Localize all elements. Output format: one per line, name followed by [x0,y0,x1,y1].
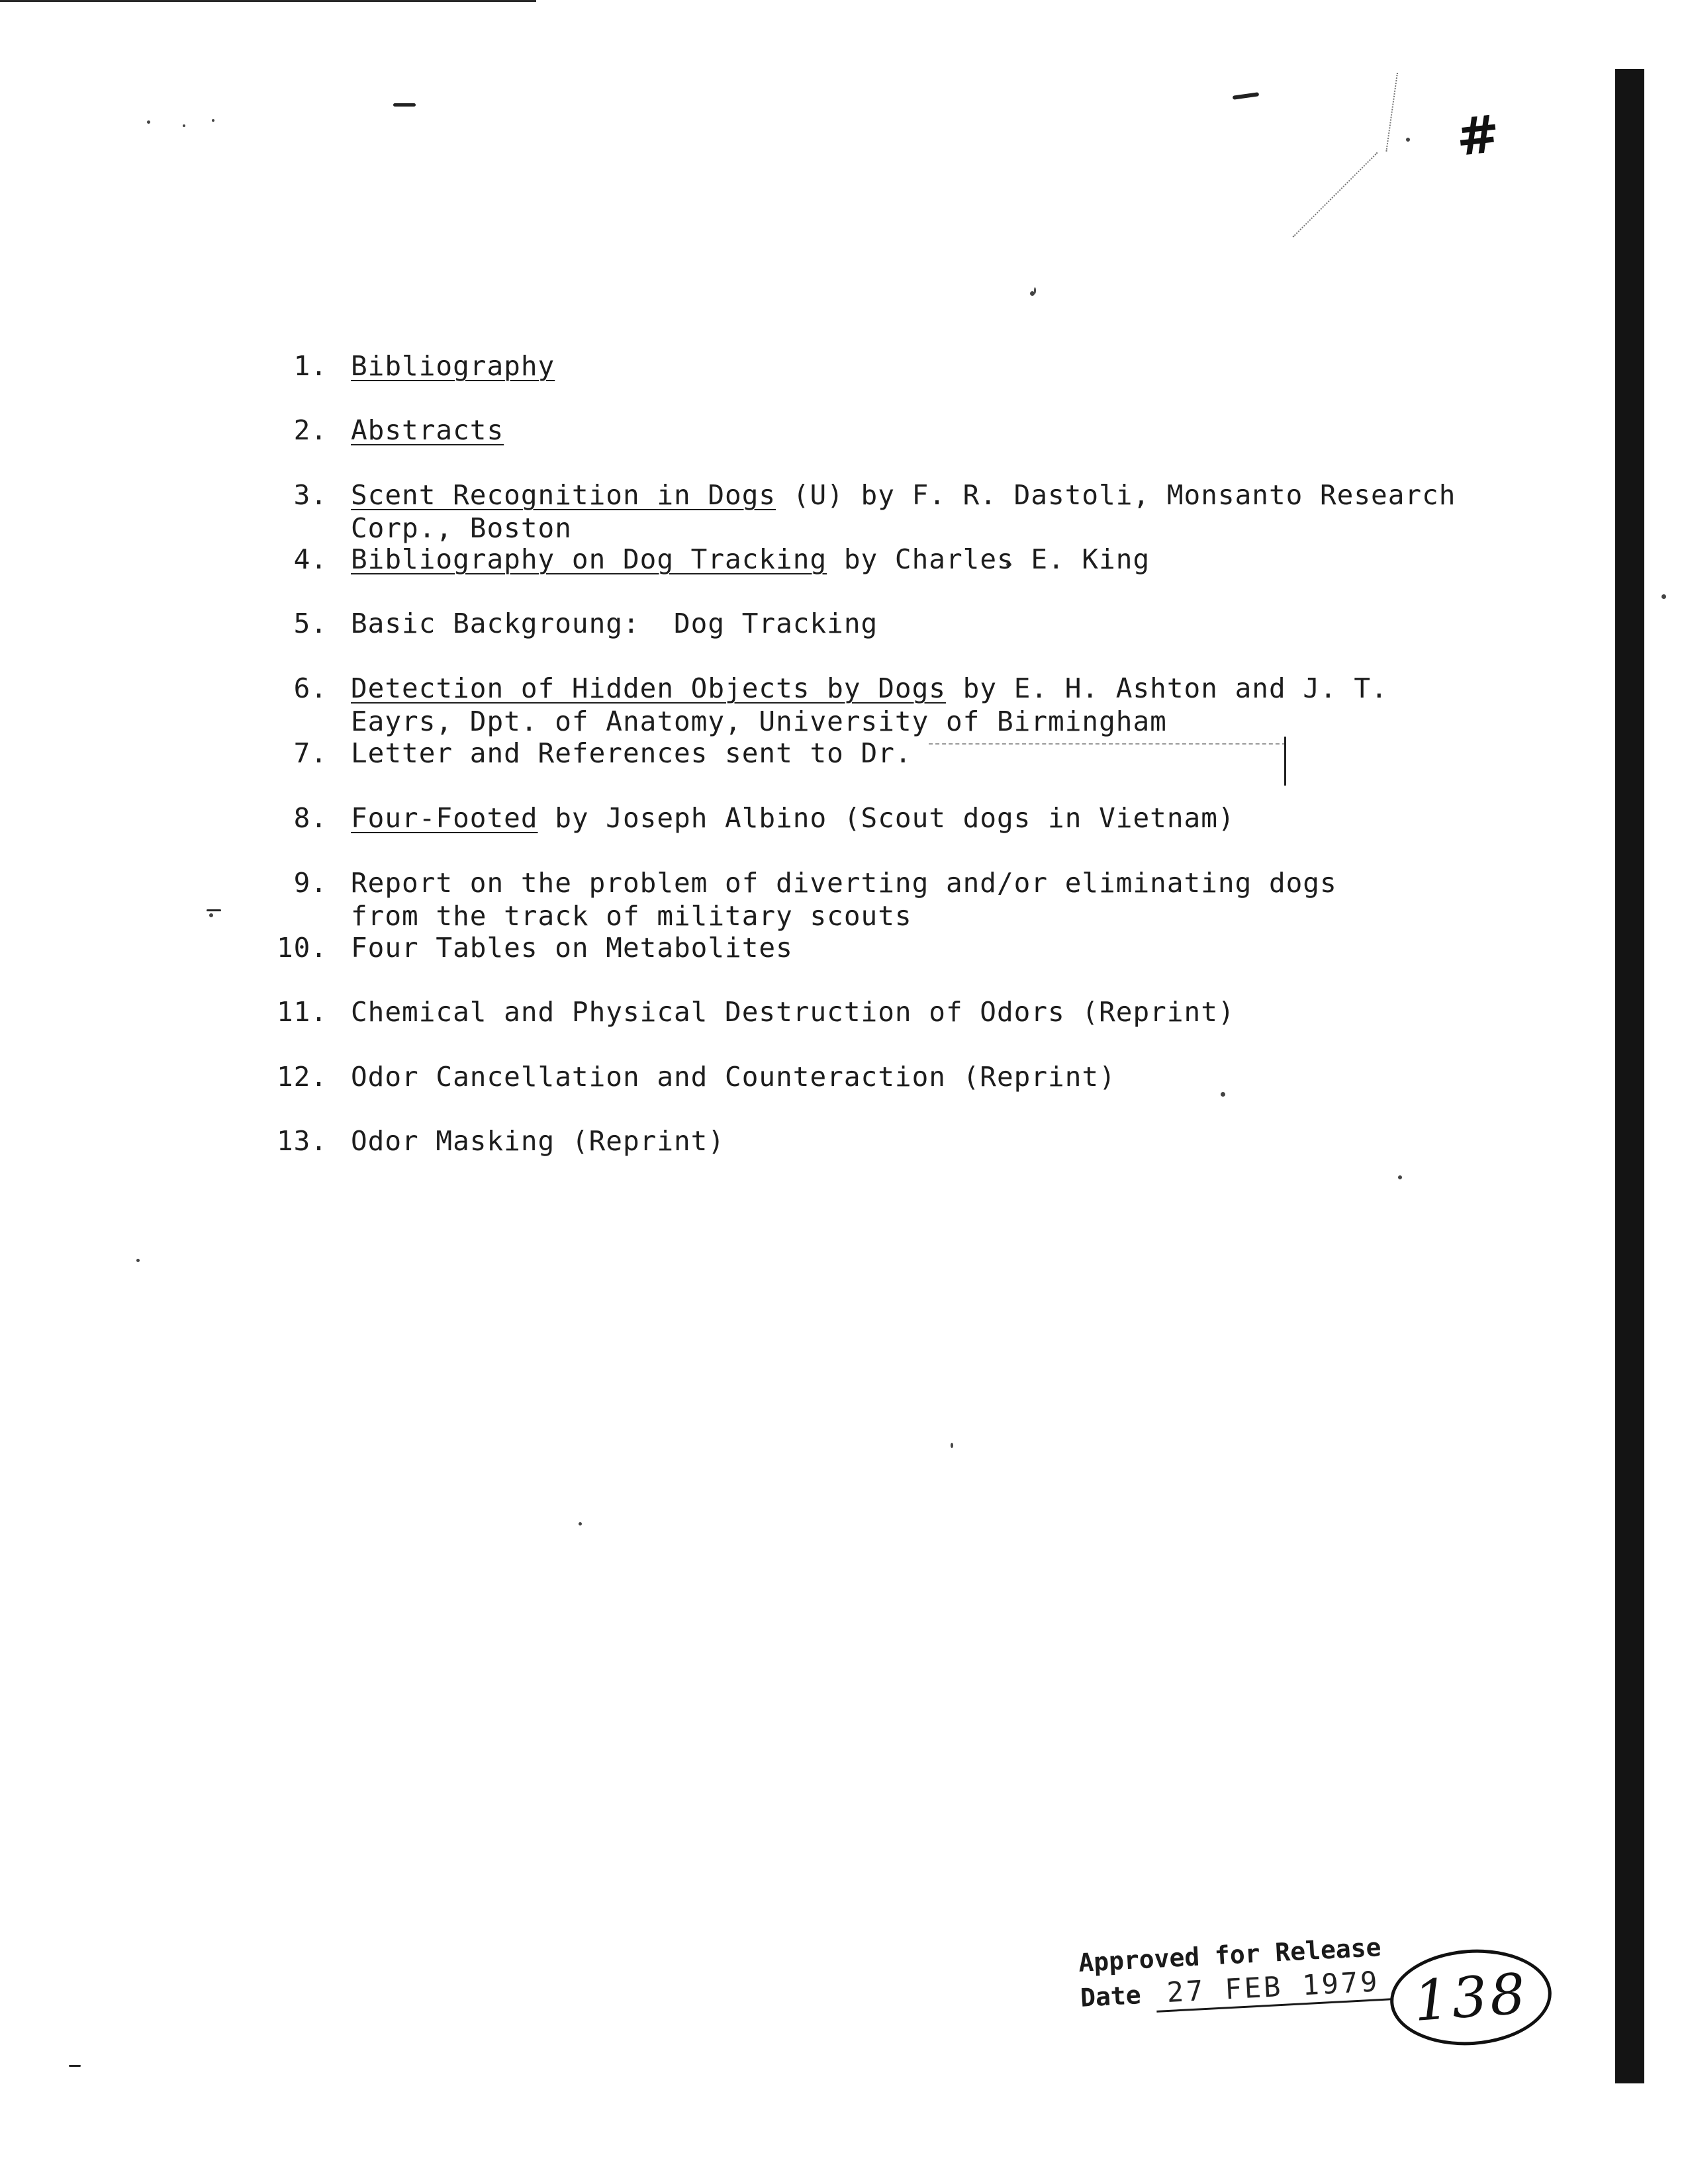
item-text [351,1060,1516,1093]
item-number: 8. [293,802,328,834]
item-text-part: Odor Cancellation and Counteraction (Reprint) [351,1061,1116,1093]
item-line [351,512,1516,545]
underlined-title: Abstracts [351,414,504,446]
item-number: 1. [293,350,328,382]
item-line [351,995,1516,1028]
pencil-stroke [1293,152,1378,238]
item-text [351,607,1516,640]
item-line [351,478,1516,512]
item-text [351,478,1516,545]
item-line [351,899,1516,933]
item-text [351,801,1516,835]
item-text [351,543,1516,576]
scan-speck [212,119,214,122]
scan-mark [69,2065,81,2067]
stamp-date-label: Date [1079,1980,1142,2013]
scan-edge-bar [1615,69,1644,2083]
item-text-part: from the track of military scouts [351,900,912,932]
item-line [351,931,1516,964]
item-text-part: Report on the problem of diverting and/or eliminating dogs [351,867,1337,899]
item-text [351,414,1516,447]
item-text-part: by Charles E. King [827,543,1150,575]
scan-mark [1233,92,1259,100]
item-text-part: Eayrs, Dpt. of Anatomy, University of Birmingham [351,705,1167,737]
item-line [351,672,1516,705]
item-number: 9. [293,867,328,899]
item-line [351,801,1516,835]
item-text [351,995,1516,1028]
scan-speck [1661,594,1666,599]
item-number: 7. [293,737,328,769]
stamp-approved-line: Approved for Release [1078,1933,1382,1978]
item-text [351,931,1516,964]
item-text-part: Letter and References sent to Dr. [351,737,912,769]
underlined-title: Bibliography on Dog Tracking [351,543,827,575]
redaction-dots [929,743,1286,745]
item-line [351,737,1516,770]
item-number: 12. [276,1061,328,1093]
item-line [351,607,1516,640]
item-text-part: Chemical and Physical Destruction of Odors (Reprint) [351,996,1235,1028]
scan-mark [393,103,416,107]
top-edge-rule [0,0,536,2]
underlined-title: Bibliography [351,350,555,382]
item-number: 11. [276,996,328,1028]
underlined-title: Scent Recognition in Dogs [351,479,776,511]
item-line [351,705,1516,738]
pencil-stroke [1385,73,1398,152]
item-number: 6. [293,672,328,704]
item-number: 2. [293,414,328,446]
item-number: 10. [276,932,328,964]
scan-speck [183,124,185,127]
item-line [351,349,1516,383]
underlined-title: Four-Footed [351,802,538,834]
underlined-title: Detection of Hidden Objects by Dogs [351,672,946,704]
item-text-part: Odor Masking (Reprint) [351,1125,725,1157]
item-text [351,1124,1516,1158]
item-line [351,543,1516,576]
item-text-part: by Joseph Albino (Scout dogs in Vietnam) [538,802,1235,834]
page-number: 138 [1411,1961,1530,2034]
corner-hash-mark: # [1453,104,1500,168]
scan-speck [951,1443,953,1448]
item-text-part: Corp., Boston [351,512,572,544]
item-text [351,737,1516,770]
scan-speck [579,1522,582,1525]
scan-speck [1034,287,1036,294]
page-number-circle [1387,1944,1554,2051]
item-text-part: Basic Backgroung: Dog Tracking [351,608,878,639]
item-text-part: (U) by F. R. Dastoli, Monsanto Research [776,479,1456,511]
item-line [351,1060,1516,1093]
scan-speck [1398,1175,1402,1179]
item-number: 5. [293,608,328,639]
item-number: 3. [293,479,328,511]
item-line [351,1124,1516,1158]
item-text [351,672,1516,738]
item-text-part: Four Tables on Metabolites [351,932,793,964]
item-text [351,349,1516,383]
item-number: 4. [293,543,328,575]
scan-speck [209,913,213,917]
scan-speck [1406,138,1410,142]
item-text-part: by E. H. Ashton and J. T. [945,672,1388,704]
scan-speck [136,1259,140,1262]
item-line [351,866,1516,899]
item-number: 13. [276,1125,328,1157]
item-text [351,866,1516,933]
stamp-date-value: 27 FEB 1979 [1155,1964,1391,2013]
redaction-area [929,737,1286,770]
item-line [351,414,1516,447]
redaction-bar [1284,737,1286,786]
scan-mark [207,909,221,911]
scan-speck [147,120,150,124]
